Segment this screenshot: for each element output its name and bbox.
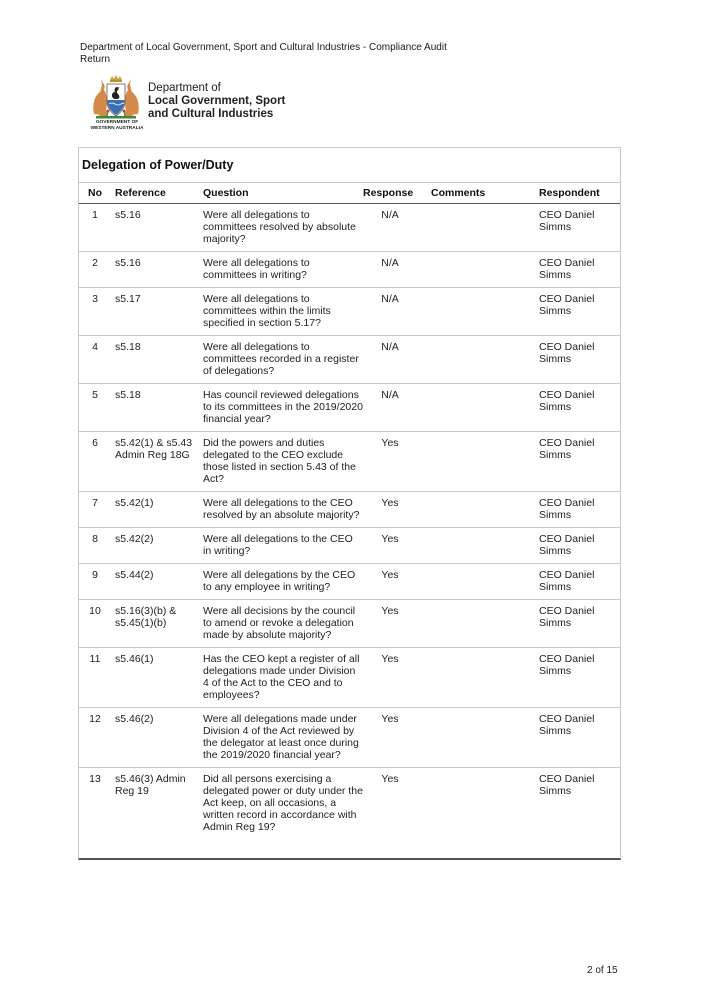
department-name-line-1: Department of bbox=[148, 82, 221, 94]
table-row bbox=[79, 600, 620, 648]
row-number: 5 bbox=[79, 384, 111, 432]
row-question: Were all delegations to committees within the limits specified in section 5.17? bbox=[199, 288, 363, 336]
table-row bbox=[79, 204, 620, 252]
row-response: Yes bbox=[363, 600, 427, 648]
column-header-no: No bbox=[79, 183, 111, 204]
row-comments bbox=[427, 492, 535, 528]
row-reference: s5.46(2) bbox=[111, 708, 199, 768]
page-number: 2 of 15 bbox=[587, 965, 618, 976]
row-response: N/A bbox=[363, 288, 427, 336]
row-number: 12 bbox=[79, 708, 111, 768]
row-number: 11 bbox=[79, 648, 111, 708]
row-respondent: CEO Daniel Simms bbox=[535, 336, 620, 384]
row-comments bbox=[427, 564, 535, 600]
row-number: 3 bbox=[79, 288, 111, 336]
row-respondent: CEO Daniel Simms bbox=[535, 384, 620, 432]
table-row bbox=[79, 288, 620, 336]
column-header-respondent: Respondent bbox=[535, 183, 620, 204]
row-response: Yes bbox=[363, 564, 427, 600]
table-row bbox=[79, 648, 620, 708]
crest-caption-line-1: GOVERNMENT OF bbox=[95, 120, 139, 125]
row-response: Yes bbox=[363, 492, 427, 528]
row-response: N/A bbox=[363, 336, 427, 384]
row-question: Were all decisions by the council to amend or revoke a delegation made by absolute majority? bbox=[199, 600, 363, 648]
row-question: Were all delegations to the CEO in writing? bbox=[199, 528, 363, 564]
section-title: Delegation of Power/Duty bbox=[82, 158, 234, 172]
row-respondent: CEO Daniel Simms bbox=[535, 288, 620, 336]
row-number: 10 bbox=[79, 600, 111, 648]
document-header-title: Department of Local Government, Sport and Cultural Industries - Compliance Audit Return bbox=[80, 42, 447, 65]
row-number: 8 bbox=[79, 528, 111, 564]
row-reference: s5.42(1) bbox=[111, 492, 199, 528]
department-name-line-2: Local Government, Sport bbox=[148, 95, 286, 107]
row-response: N/A bbox=[363, 384, 427, 432]
row-comments bbox=[427, 288, 535, 336]
row-respondent: CEO Daniel Simms bbox=[535, 528, 620, 564]
row-respondent: CEO Daniel Simms bbox=[535, 648, 620, 708]
row-question: Were all delegations to committees recorded in a register of delegations? bbox=[199, 336, 363, 384]
table-row bbox=[79, 528, 620, 564]
row-reference: s5.16(3)(b) & s5.45(1)(b) bbox=[111, 600, 199, 648]
delegation-section bbox=[78, 147, 621, 860]
row-response: Yes bbox=[363, 432, 427, 492]
row-reference: s5.42(1) & s5.43 Admin Reg 18G bbox=[111, 432, 199, 492]
row-comments bbox=[427, 432, 535, 492]
department-logo bbox=[86, 74, 346, 134]
table-row bbox=[79, 384, 620, 432]
row-comments bbox=[427, 768, 535, 840]
table-row bbox=[79, 252, 620, 288]
row-response: Yes bbox=[363, 648, 427, 708]
row-number: 2 bbox=[79, 252, 111, 288]
row-respondent: CEO Daniel Simms bbox=[535, 564, 620, 600]
table-row bbox=[79, 336, 620, 384]
row-respondent: CEO Daniel Simms bbox=[535, 252, 620, 288]
row-question: Has council reviewed delegations to its committees in the 2019/2020 financial year? bbox=[199, 384, 363, 432]
row-question: Were all delegations to committees resolved by absolute majority? bbox=[199, 204, 363, 252]
column-header-reference: Reference bbox=[111, 183, 199, 204]
row-reference: s5.42(2) bbox=[111, 528, 199, 564]
row-number: 13 bbox=[89, 773, 101, 785]
crest-caption-line-2: WESTERN AUSTRALIA bbox=[90, 125, 144, 131]
row-reference: s5.46(3) Admin Reg 19 bbox=[115, 773, 186, 797]
delegation-table bbox=[79, 182, 620, 839]
row-number: 1 bbox=[79, 204, 111, 252]
row-comments bbox=[427, 648, 535, 708]
table-row bbox=[79, 768, 620, 840]
department-name-line-3: and Cultural Industries bbox=[148, 108, 274, 120]
row-question: Were all delegations by the CEO to any employee in writing? bbox=[199, 564, 363, 600]
column-header-comments: Comments bbox=[427, 183, 535, 204]
row-comments bbox=[427, 204, 535, 252]
row-reference: s5.46(1) bbox=[111, 648, 199, 708]
row-response: N/A bbox=[363, 252, 427, 288]
table-row bbox=[79, 432, 620, 492]
row-reference: s5.18 bbox=[111, 336, 199, 384]
table-row bbox=[79, 492, 620, 528]
row-question: Has the CEO kept a register of all delegations made under Division 4 of the Act to the CEO and to employees? bbox=[199, 648, 363, 708]
row-respondent: CEO Daniel Simms bbox=[535, 708, 620, 768]
table-header-row bbox=[79, 183, 620, 204]
row-comments bbox=[427, 528, 535, 564]
row-comments bbox=[427, 708, 535, 768]
row-response: Yes bbox=[363, 708, 427, 768]
row-respondent: CEO Daniel Simms bbox=[535, 432, 620, 492]
row-response: Yes bbox=[363, 528, 427, 564]
row-number: 4 bbox=[79, 336, 111, 384]
row-response: N/A bbox=[363, 204, 427, 252]
row-question: Did all persons exercising a delegated power or duty under the Act keep, on all occasions, a written record in accordance with Admin Reg 19? bbox=[203, 773, 363, 833]
column-header-response: Response bbox=[363, 183, 427, 204]
row-comments bbox=[427, 336, 535, 384]
table-row bbox=[79, 708, 620, 768]
row-question: Were all delegations made under Division 4 of the Act reviewed by the delegator at least once during the 2019/2020 financial year? bbox=[199, 708, 363, 768]
row-question: Were all delegations to the CEO resolved by an absolute majority? bbox=[199, 492, 363, 528]
row-comments bbox=[427, 252, 535, 288]
row-respondent: CEO Daniel Simms bbox=[535, 492, 620, 528]
row-comments bbox=[427, 384, 535, 432]
row-question: Were all delegations to committees in writing? bbox=[199, 252, 363, 288]
row-comments bbox=[427, 600, 535, 648]
crest-caption bbox=[86, 120, 148, 131]
row-number: 9 bbox=[79, 564, 111, 600]
row-question: Did the powers and duties delegated to the CEO exclude those listed in section 5.43 of the Act? bbox=[199, 432, 363, 492]
table-row bbox=[79, 564, 620, 600]
department-name bbox=[148, 82, 285, 121]
wa-government-crest-icon bbox=[86, 74, 146, 122]
row-number: 7 bbox=[79, 492, 111, 528]
row-reference: s5.16 bbox=[111, 204, 199, 252]
row-reference: s5.44(2) bbox=[111, 564, 199, 600]
row-reference: s5.16 bbox=[111, 252, 199, 288]
column-header-question: Question bbox=[199, 183, 363, 204]
row-reference: s5.18 bbox=[111, 384, 199, 432]
row-respondent: CEO Daniel Simms bbox=[535, 600, 620, 648]
row-response: Yes bbox=[381, 773, 399, 785]
row-respondent: CEO Daniel Simms bbox=[535, 204, 620, 252]
row-respondent: CEO Daniel Simms bbox=[539, 773, 595, 797]
row-reference: s5.17 bbox=[111, 288, 199, 336]
row-number: 6 bbox=[79, 432, 111, 492]
